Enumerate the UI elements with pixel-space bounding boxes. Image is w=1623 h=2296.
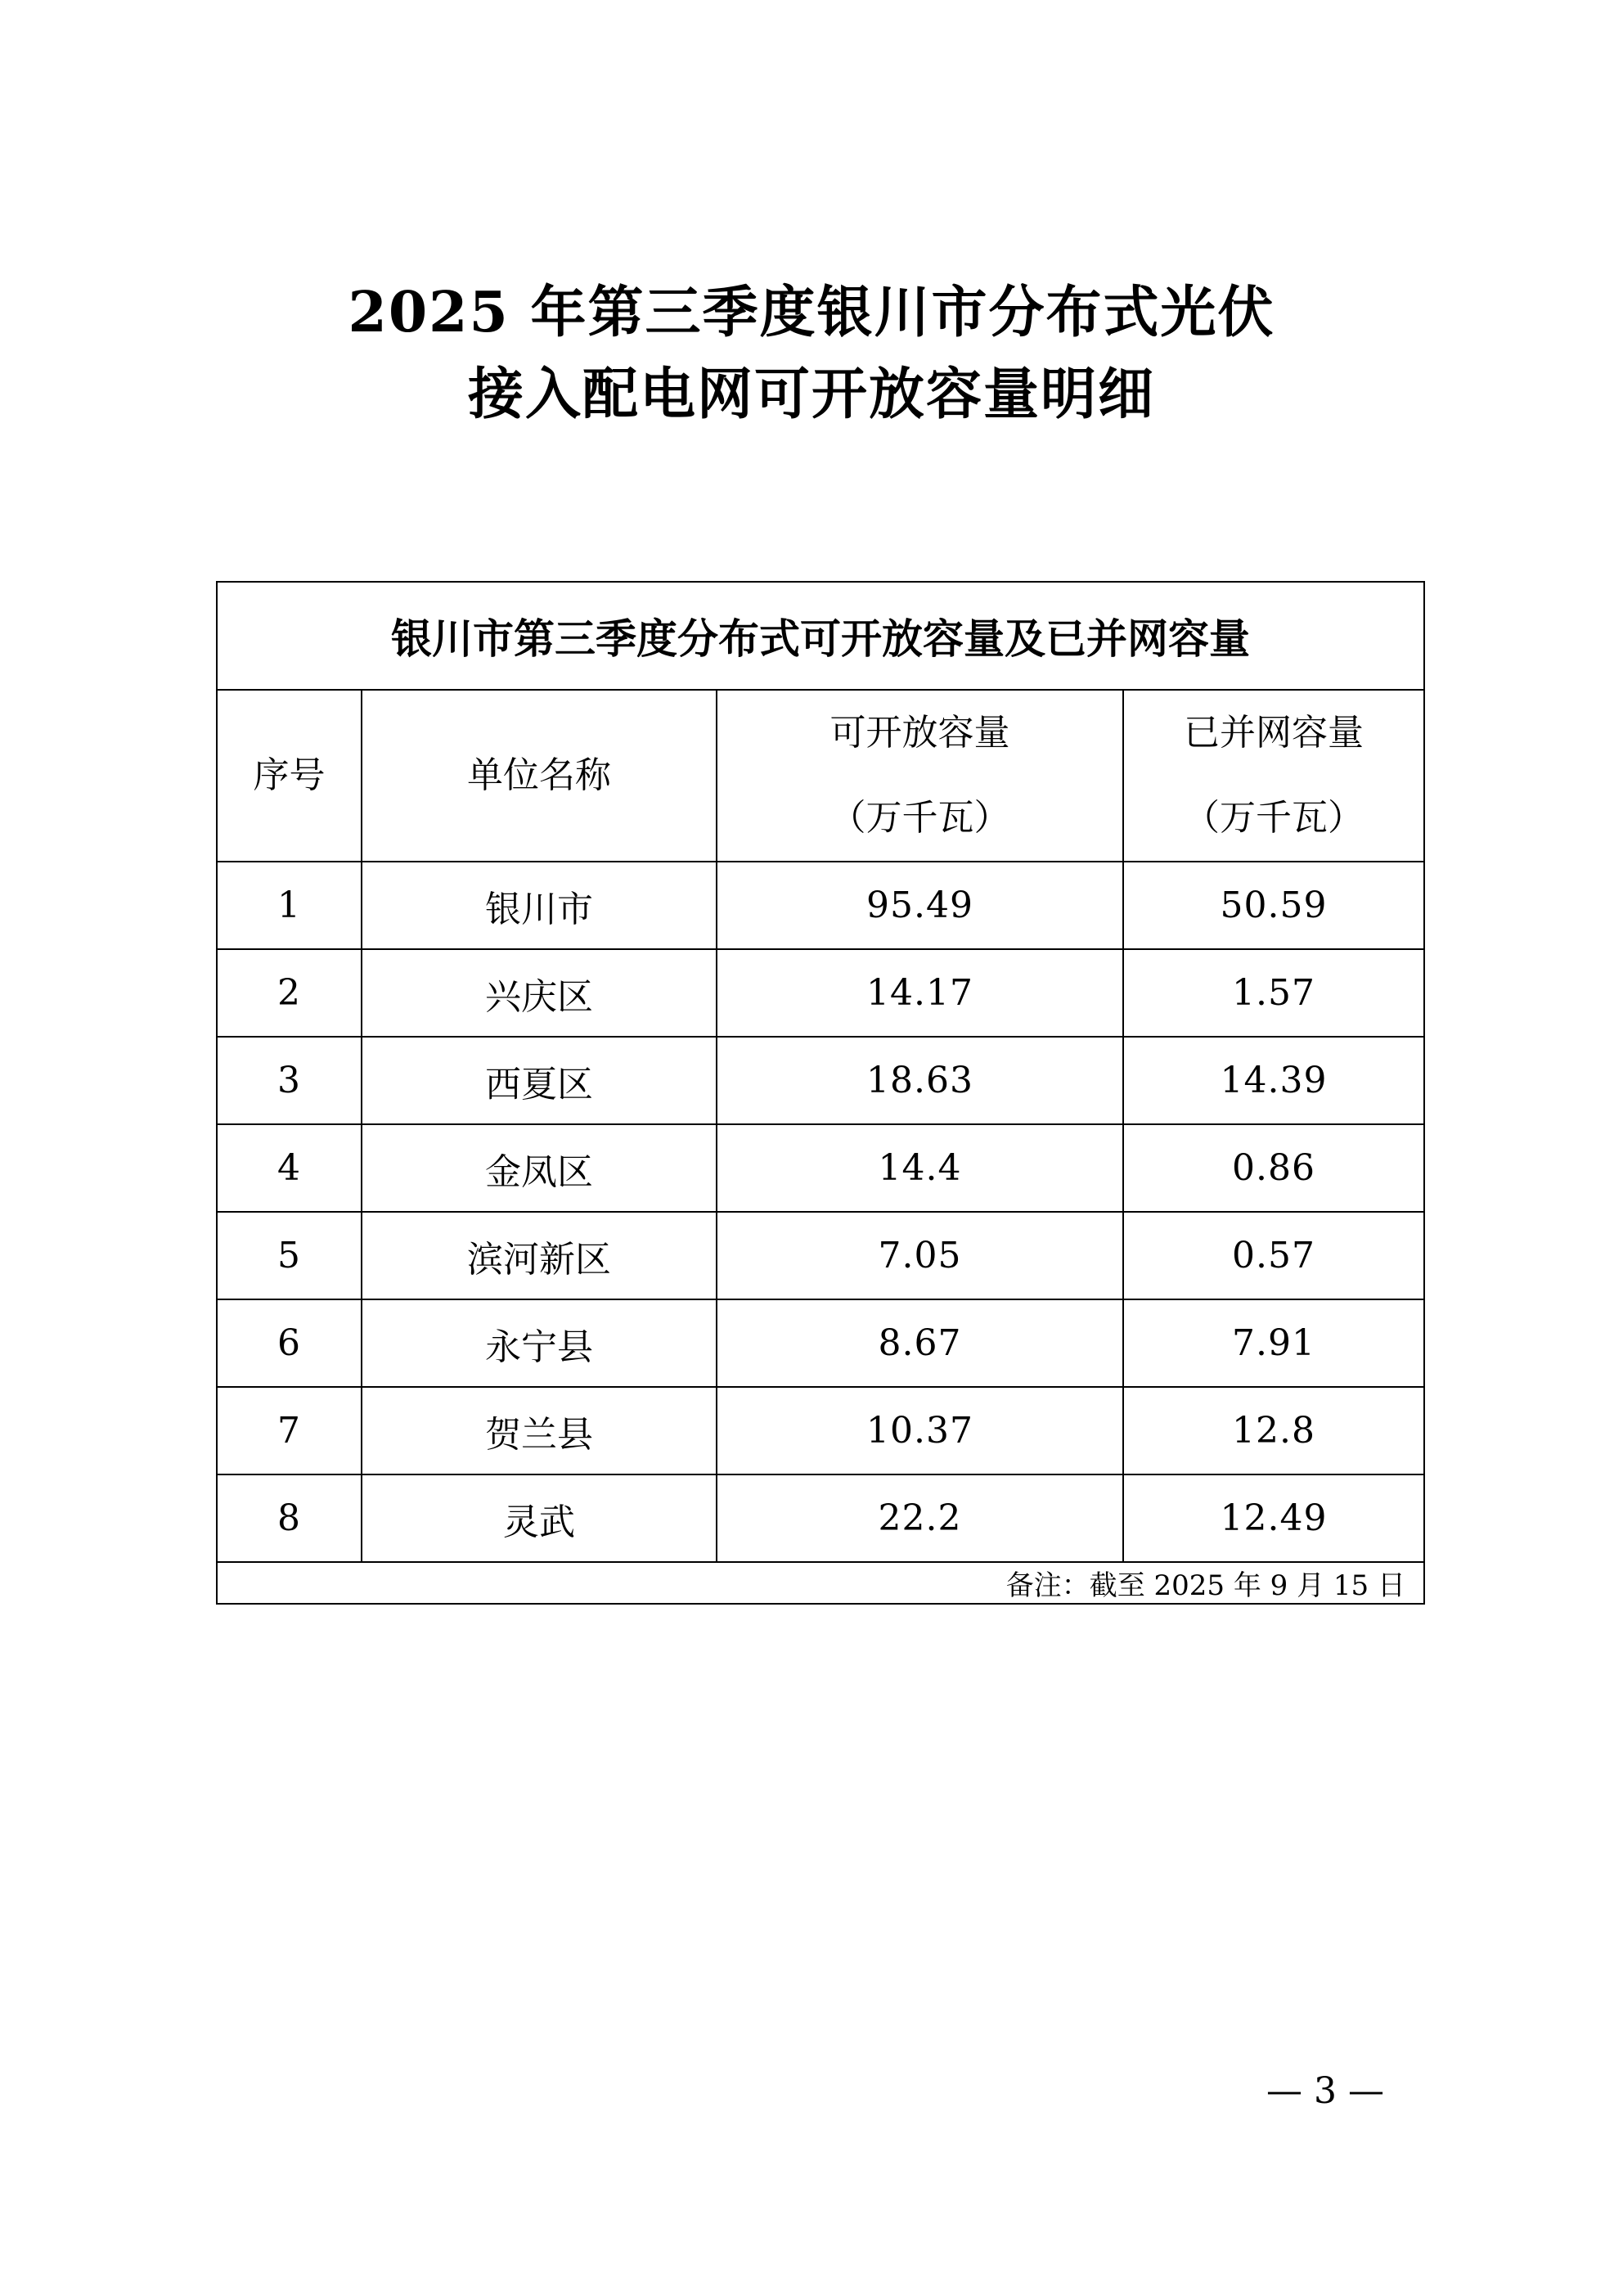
cell-unit-name: 西夏区 xyxy=(362,1037,717,1124)
header-unit-name: 单位名称 xyxy=(362,690,717,862)
cell-unit-name: 金凤区 xyxy=(362,1124,717,1212)
cell-connected-capacity: 50.59 xyxy=(1123,862,1424,949)
table-row xyxy=(217,949,1424,1037)
table-header-row xyxy=(217,690,1424,862)
document-title-line-1: 2025 年第三季度银川市分布式光伏 xyxy=(348,280,1275,345)
cell-index: 7 xyxy=(217,1387,362,1474)
table-row xyxy=(217,1212,1424,1299)
cell-open-capacity: 18.63 xyxy=(717,1037,1123,1124)
cell-open-capacity: 10.37 xyxy=(717,1387,1123,1474)
table-row xyxy=(217,862,1424,949)
cell-open-capacity: 14.4 xyxy=(717,1124,1123,1212)
cell-index: 3 xyxy=(217,1037,362,1124)
header-connected-capacity-label: 已并网容量 xyxy=(1184,712,1364,754)
table-row xyxy=(217,1387,1424,1474)
table-row xyxy=(217,1124,1424,1212)
cell-index: 8 xyxy=(217,1474,362,1562)
cell-index: 5 xyxy=(217,1212,362,1299)
cell-index: 1 xyxy=(217,862,362,949)
header-open-capacity-unit: （万千瓦） xyxy=(829,797,1010,839)
table-caption: 银川市第三季度分布式可开放容量及已并网容量 xyxy=(217,582,1424,690)
table-row xyxy=(217,1474,1424,1562)
cell-unit-name: 银川市 xyxy=(362,862,717,949)
cell-index: 4 xyxy=(217,1124,362,1212)
cell-unit-name: 贺兰县 xyxy=(362,1387,717,1474)
header-connected-capacity xyxy=(1123,690,1424,862)
cell-index: 6 xyxy=(217,1299,362,1387)
page-number: — 3 — xyxy=(1266,2070,1384,2112)
document-title-line-2: 接入配电网可开放容量明细 xyxy=(467,362,1155,427)
table-row xyxy=(217,1037,1424,1124)
table-caption-row xyxy=(217,582,1424,690)
cell-open-capacity: 95.49 xyxy=(717,862,1123,949)
cell-connected-capacity: 1.57 xyxy=(1123,949,1424,1037)
table-note: 备注：截至 2025 年 9 月 15 日 xyxy=(217,1562,1424,1604)
capacity-table xyxy=(216,581,1425,1605)
cell-connected-capacity: 7.91 xyxy=(1123,1299,1424,1387)
cell-connected-capacity: 14.39 xyxy=(1123,1037,1424,1124)
cell-open-capacity: 14.17 xyxy=(717,949,1123,1037)
cell-unit-name: 永宁县 xyxy=(362,1299,717,1387)
cell-open-capacity: 7.05 xyxy=(717,1212,1123,1299)
cell-open-capacity: 8.67 xyxy=(717,1299,1123,1387)
cell-open-capacity: 22.2 xyxy=(717,1474,1123,1562)
header-connected-capacity-unit: （万千瓦） xyxy=(1184,797,1364,839)
header-open-capacity xyxy=(717,690,1123,862)
cell-connected-capacity: 12.49 xyxy=(1123,1474,1424,1562)
cell-index: 2 xyxy=(217,949,362,1037)
table-row xyxy=(217,1299,1424,1387)
cell-unit-name: 兴庆区 xyxy=(362,949,717,1037)
header-open-capacity-label: 可开放容量 xyxy=(829,712,1010,754)
table-note-row xyxy=(217,1562,1424,1604)
cell-connected-capacity: 0.57 xyxy=(1123,1212,1424,1299)
header-index: 序号 xyxy=(217,690,362,862)
cell-connected-capacity: 0.86 xyxy=(1123,1124,1424,1212)
cell-unit-name: 灵武 xyxy=(362,1474,717,1562)
cell-unit-name: 滨河新区 xyxy=(362,1212,717,1299)
cell-connected-capacity: 12.8 xyxy=(1123,1387,1424,1474)
